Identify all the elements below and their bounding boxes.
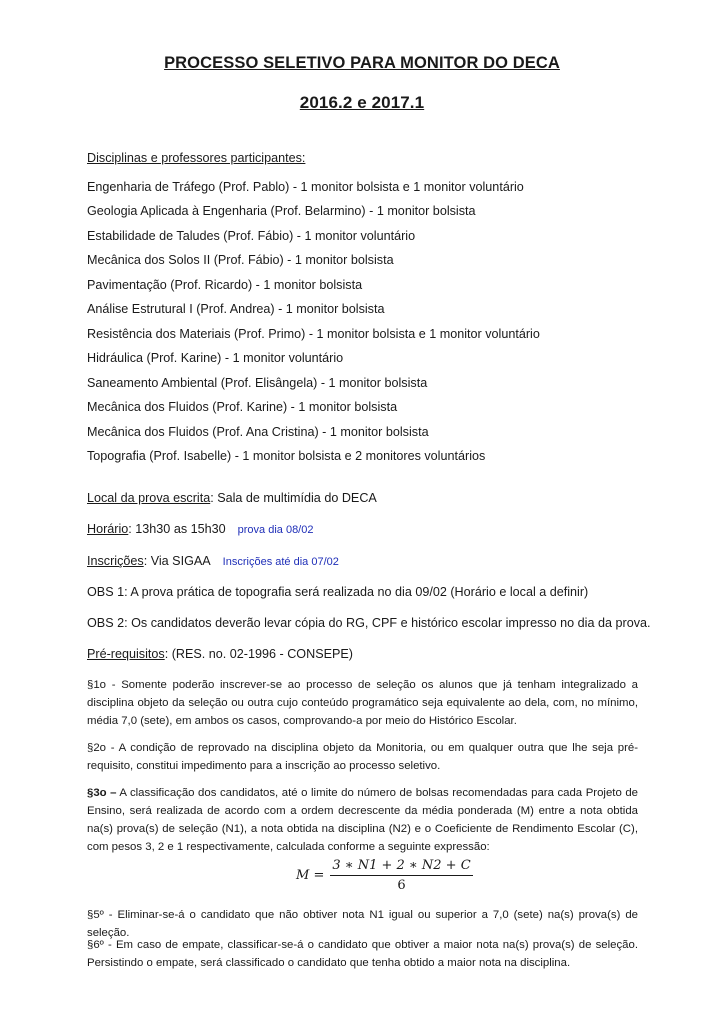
disciplines-heading: Disciplinas e professores participantes: bbox=[87, 151, 306, 165]
exam-time bbox=[87, 521, 313, 538]
discipline-item: Resistência dos Materiais (Prof. Primo) - 1 monitor bolsista e 1 monitor voluntário bbox=[87, 327, 540, 341]
rule-paragraph-3-text: A classificação dos candidatos, até o limite do número de bolsas recomendadas para cada Projeto de Ensino, será realizada de acordo com a ordem decrescente da média ponderada (M) entre a nota obtida na(s) prova(s) de seleção (N1), a nota obtida na disciplina (N2) e o Coeficiente de Rendimento Escolar (C), com pesos 3, 2 e 1 respectivamente, calculada conforme a seguinte expressão: bbox=[87, 787, 638, 853]
formula-lhs: M = bbox=[296, 868, 325, 883]
exam-time-value: : 13h30 as 15h30 bbox=[128, 522, 226, 536]
rule-paragraph-5: §5º - Eliminar-se-á o candidato que não obtiver nota N1 igual ou superior a 7,0 (sete) na(s) prova(s) de seleção. bbox=[87, 909, 638, 939]
formula-numerator: 3 ∗ N1 + 2 ∗ N2 + C bbox=[330, 858, 472, 876]
discipline-item: Análise Estrutural I (Prof. Andrea) - 1 monitor bolsista bbox=[87, 302, 385, 316]
rule-paragraph-2: §2o - A condição de reprovado na disciplina objeto da Monitoria, ou em qualquer outra que lhe seja pré-requisito, constitui impedimento para a inscrição ao processo seletivo. bbox=[87, 742, 638, 772]
prerequisites bbox=[87, 646, 353, 662]
document-period: 2016.2 e 2017.1 bbox=[299, 93, 425, 112]
discipline-item: Saneamento Ambiental (Prof. Elisângela) - 1 monitor bolsista bbox=[87, 376, 428, 390]
rule-paragraph-6: §6º - Em caso de empate, classificar-se-á o candidato que obtiver a maior nota na(s) prova(s) de seleção. Persistindo o empate, será classificado o candidato que tenha obtido a maior nota na disciplina. bbox=[87, 939, 638, 969]
registration bbox=[87, 553, 339, 570]
discipline-item: Mecânica dos Solos II (Prof. Fábio) - 1 monitor bolsista bbox=[87, 253, 394, 267]
discipline-item: Geologia Aplicada à Engenharia (Prof. Belarmino) - 1 monitor bolsista bbox=[87, 204, 476, 218]
discipline-item: Topografia (Prof. Isabelle) - 1 monitor bolsista e 2 monitores voluntários bbox=[87, 449, 486, 463]
weighted-average-formula bbox=[296, 858, 473, 893]
exam-date-note: prova dia 08/02 bbox=[237, 524, 314, 536]
discipline-item: Estabilidade de Taludes (Prof. Fábio) - 1 monitor voluntário bbox=[87, 229, 416, 243]
prerequisites-label: Pré-requisitos bbox=[87, 647, 165, 661]
rule-paragraph-3-lead: §3o – bbox=[87, 787, 117, 799]
rule-paragraph-1: §1o - Somente poderão inscrever-se ao processo de seleção os alunos que já tenham integralizado a disciplina objeto da seleção ou outra cujo conteúdo programático seja equivalente ao dela, com, no mínimo, média 7,0 (sete), em ambos os casos, comprovando-a por meio do Histórico Escolar. bbox=[87, 679, 638, 727]
formula-denominator: 6 bbox=[397, 878, 406, 893]
registration-value: : Via SIGAA bbox=[143, 554, 211, 568]
discipline-item: Mecânica dos Fluidos (Prof. Ana Cristina) - 1 monitor bolsista bbox=[87, 425, 429, 439]
exam-time-label: Horário bbox=[87, 522, 129, 536]
obs-2: OBS 2: Os candidatos deverão levar cópia do RG, CPF e histórico escolar impresso no dia da prova. bbox=[87, 616, 651, 630]
discipline-item: Engenharia de Tráfego (Prof. Pablo) - 1 monitor bolsista e 1 monitor voluntário bbox=[87, 180, 524, 194]
registration-label: Inscrições bbox=[87, 554, 144, 568]
exam-location-value: : Sala de multimídia do DECA bbox=[210, 491, 377, 505]
formula-fraction bbox=[330, 858, 472, 893]
discipline-item: Hidráulica (Prof. Karine) - 1 monitor voluntário bbox=[87, 351, 344, 365]
rule-paragraph-3 bbox=[87, 784, 638, 856]
exam-location bbox=[87, 490, 377, 506]
discipline-item: Mecânica dos Fluidos (Prof. Karine) - 1 monitor bolsista bbox=[87, 400, 398, 414]
obs-1: OBS 1: A prova prática de topografia será realizada no dia 09/02 (Horário e local a definir) bbox=[87, 585, 589, 599]
document-title: PROCESSO SELETIVO PARA MONITOR DO DECA bbox=[164, 54, 560, 72]
registration-deadline-note: Inscrições até dia 07/02 bbox=[222, 556, 339, 568]
exam-location-label: Local da prova escrita bbox=[87, 491, 211, 505]
discipline-item: Pavimentação (Prof. Ricardo) - 1 monitor bolsista bbox=[87, 278, 363, 292]
prerequisites-value: : (RES. no. 02-1996 - CONSEPE) bbox=[164, 647, 353, 661]
